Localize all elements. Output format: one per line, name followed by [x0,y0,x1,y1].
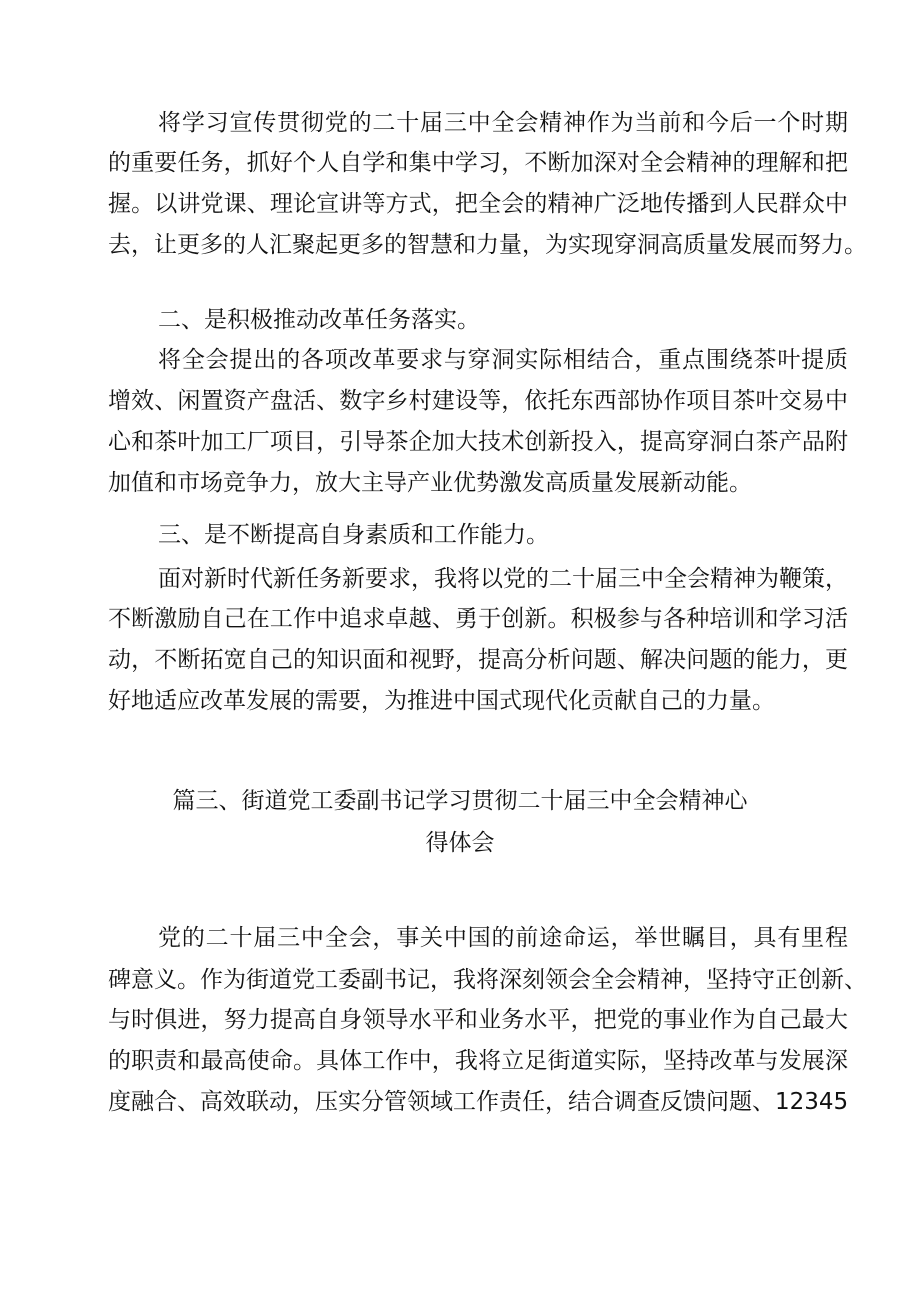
paragraph-4-line-2: 碑意义。作为街道党工委副书记，我将深刻领会全会精神，坚持守正创新、 [108,967,867,993]
section-heading-3: 三、是不断提高自身素质和工作能力。 [158,522,549,548]
paragraph-3-line-1: 面对新时代新任务新要求，我将以党的二十届三中全会精神为鞭策， [158,566,848,592]
paragraph-2-line-4: 加值和市场竞争力，放大主导产业优势激发高质量发展新动能。 [108,470,752,496]
paragraph-4-line-1: 党的二十届三中全会，事关中国的前途命运，举世瞩目，具有里程 [158,925,848,951]
paragraph-1-line-1: 将学习宣传贯彻党的二十届三中全会精神作为当前和今后一个时期 [158,110,848,136]
section-heading-2: 二、是积极推动改革任务落实。 [158,307,480,333]
paragraph-4-line-4: 的职责和最高使命。具体工作中，我将立足街道实际，坚持改革与发展深 [108,1048,848,1074]
article-title-line-1: 篇三、街道党工委副书记学习贯彻二十届三中全会精神心 [172,788,748,814]
paragraph-2-line-1: 将全会提出的各项改革要求与穿洞实际相结合，重点围绕茶叶提质 [158,347,848,373]
paragraph-2-line-3: 心和茶叶加工厂项目，引导茶企加大技术创新投入，提高穿洞白茶产品附 [108,429,848,455]
paragraph-1-line-4: 去，让更多的人汇聚起更多的智慧和力量，为实现穿洞高质量发展而努力。 [108,232,867,258]
paragraph-1-line-2: 的重要任务，抓好个人自学和集中学习，不断加深对全会精神的理解和把 [108,150,848,176]
paragraph-4-line-5: 度融合、高效联动，压实分管领域工作责任，结合调查反馈问题、12345 [108,1089,849,1115]
paragraph-3-line-3: 动，不断拓宽自己的知识面和视野，提高分析问题、解决问题的能力，更 [108,647,848,673]
paragraph-3-line-2: 不断激励自己在工作中追求卓越、勇于创新。积极参与各种培训和学习活 [108,606,848,632]
paragraph-3-line-4: 好地适应改革发展的需要，为推进中国式现代化贡献自己的力量。 [108,688,775,714]
paragraph-1-line-3: 握。以讲党课、理论宣讲等方式，把全会的精神广泛地传播到人民群众中 [108,191,848,217]
paragraph-2-line-2: 增效、闲置资产盘活、数字乡村建设等，依托东西部协作项目茶叶交易中 [108,388,848,414]
article-title-line-2: 得体会 [425,830,495,856]
paragraph-4-line-3: 与时俱进，努力提高自身领导水平和业务水平，把党的事业作为自己最大 [108,1007,848,1033]
